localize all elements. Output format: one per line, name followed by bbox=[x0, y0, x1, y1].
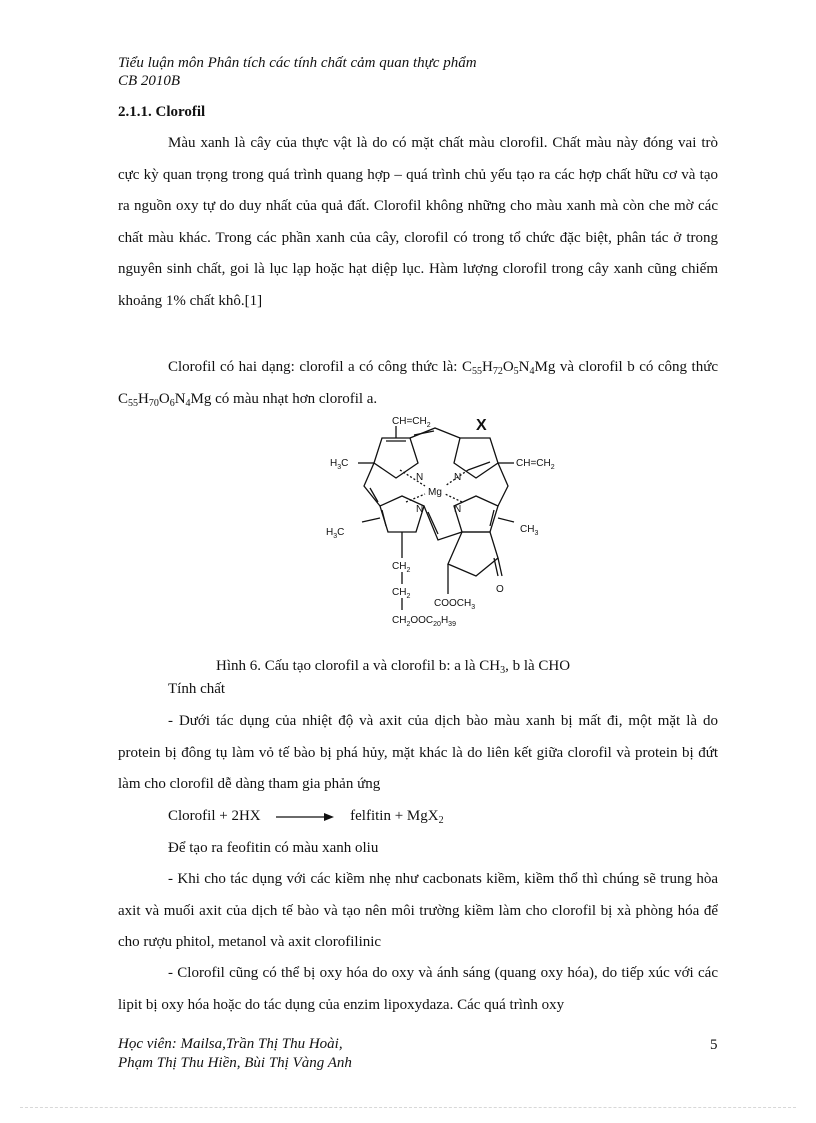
carbonyl-oxygen-label: O bbox=[496, 584, 504, 595]
footer-authors-line-1: Học viên: Mailsa,Trần Thị Thu Hoài, bbox=[118, 1036, 343, 1052]
methyl-group-right: $CH_3$ bbox=[520, 524, 539, 537]
nitrogen-label-2: N bbox=[454, 472, 462, 483]
page-number: 5 bbox=[710, 1037, 718, 1053]
vinyl-group-right: $CH=CH_2$ bbox=[516, 458, 555, 471]
page-bottom-divider bbox=[20, 1107, 796, 1108]
paragraph-feofitin: Để tạo ra feofitin có màu xanh oliu bbox=[168, 840, 379, 856]
nitrogen-label-1: N bbox=[416, 472, 424, 483]
figure-caption: Hình 6. Cấu tạo clorofil a và clorofil b: a là $CH_3$, b là CHO bbox=[216, 658, 571, 676]
footer-authors-line-2: Phạm Thị Thu Hiền, Bùi Thị Vàng Anh bbox=[118, 1055, 352, 1071]
reaction-equation bbox=[168, 806, 444, 826]
reaction-arrow-icon bbox=[274, 811, 336, 823]
x-substituent-label: X bbox=[476, 417, 487, 434]
ester-group-cooch3: $COOCH_3$ bbox=[434, 598, 476, 611]
vinyl-group-top: $CH=CH_2$ bbox=[392, 416, 431, 429]
chlorophyll-structure-diagram bbox=[320, 408, 580, 643]
header-subtitle: CB 2010B bbox=[118, 73, 181, 89]
cyclopentanone-ring bbox=[448, 532, 498, 576]
reaction-reactants: Clorofil + 2HX bbox=[168, 808, 261, 824]
phytyl-ester-group: $CH_2OOC_{20}H_{39}$ bbox=[392, 615, 456, 628]
nitrogen-label-4: N bbox=[454, 504, 462, 515]
nitrogen-label-3: N bbox=[416, 504, 424, 515]
magnesium-label: Mg bbox=[428, 487, 442, 498]
ch2-group-a: $CH_2$ bbox=[392, 561, 411, 574]
footer-authors bbox=[118, 1035, 352, 1073]
methyl-group-left-top: $H_3C$ bbox=[330, 458, 349, 471]
paragraph-alkali-effect: - Khi cho tác dụng với các kiềm nhẹ như cacbonats kiềm, kiềm thổ thì chúng sẽ trung hòa axit và muối axit của dịch tế bào và tạo nên môi trường kiềm làm cho clorofil bị xà phòng hóa để cho rượu phitol, metanol và axit clorofilinic bbox=[118, 871, 718, 950]
reaction-products: felfitin + MgX$_2$ bbox=[350, 808, 444, 826]
paragraph-oxidation: - Clorofil cũng có thể bị oxy hóa do oxy và ánh sáng (quang oxy hóa), do tiếp xúc với các lipit bị oxy hóa hoặc do tác dụng của enzim lipoxydaza. Các quá trình oxy bbox=[118, 965, 718, 1013]
paragraph-clorofil-intro: Màu xanh là cây của thực vật là do có mặt chất màu clorofil. Chất màu này đóng vai trò cực kỳ quan trọng trong quá trình quang hợp – quá trình chủ yếu tạo ra các hợp chất hữu cơ và tạo ra nguồn oxy tự do duy nhất của quả đất. Clorofil không những cho màu xanh mà còn che mờ các chất màu khác. Trong các phần xanh của cây, clorofil có trong tổ chức đặc biệt, phân tác ở trong nguyên sinh chất, goi là lục lạp hoặc hạt diệp lục. Hàm lượng clorofil trong cây xanh cũng chiếm khoảng 1% chất khô.[1] bbox=[118, 135, 718, 309]
section-title: 2.1.1. Clorofil bbox=[118, 104, 206, 120]
paragraph-heat-acid-effect: - Dưới tác dụng của nhiệt độ và axit của dịch bào màu xanh bị mất đi, một mặt là do protein bị đông tụ làm vỏ tế bào bị phá hủy, mặt khác là do liên kết giữa clorofil và protein bị đứt làm cho clorofil dễ dàng tham gia phản ứng bbox=[118, 713, 718, 792]
methyl-group-left-bottom: $H_3C$ bbox=[326, 527, 345, 540]
properties-heading: Tính chất bbox=[168, 681, 226, 697]
pyrrole-ring-a bbox=[374, 438, 418, 478]
ch2-group-b: $CH_2$ bbox=[392, 587, 411, 600]
header-title: Tiểu luận môn Phân tích các tính chất cảm quan thực phẩm bbox=[118, 55, 477, 71]
paragraph-clorofil-forms: Clorofil có hai dạng: clorofil a có công thức là: $C_{55}H_{72}O_5N_4Mg$ và clorofil b có công thức $C_{55}H_{70}O_6N_4Mg$ có màu nhạt hơn clorofil a. bbox=[118, 359, 718, 409]
